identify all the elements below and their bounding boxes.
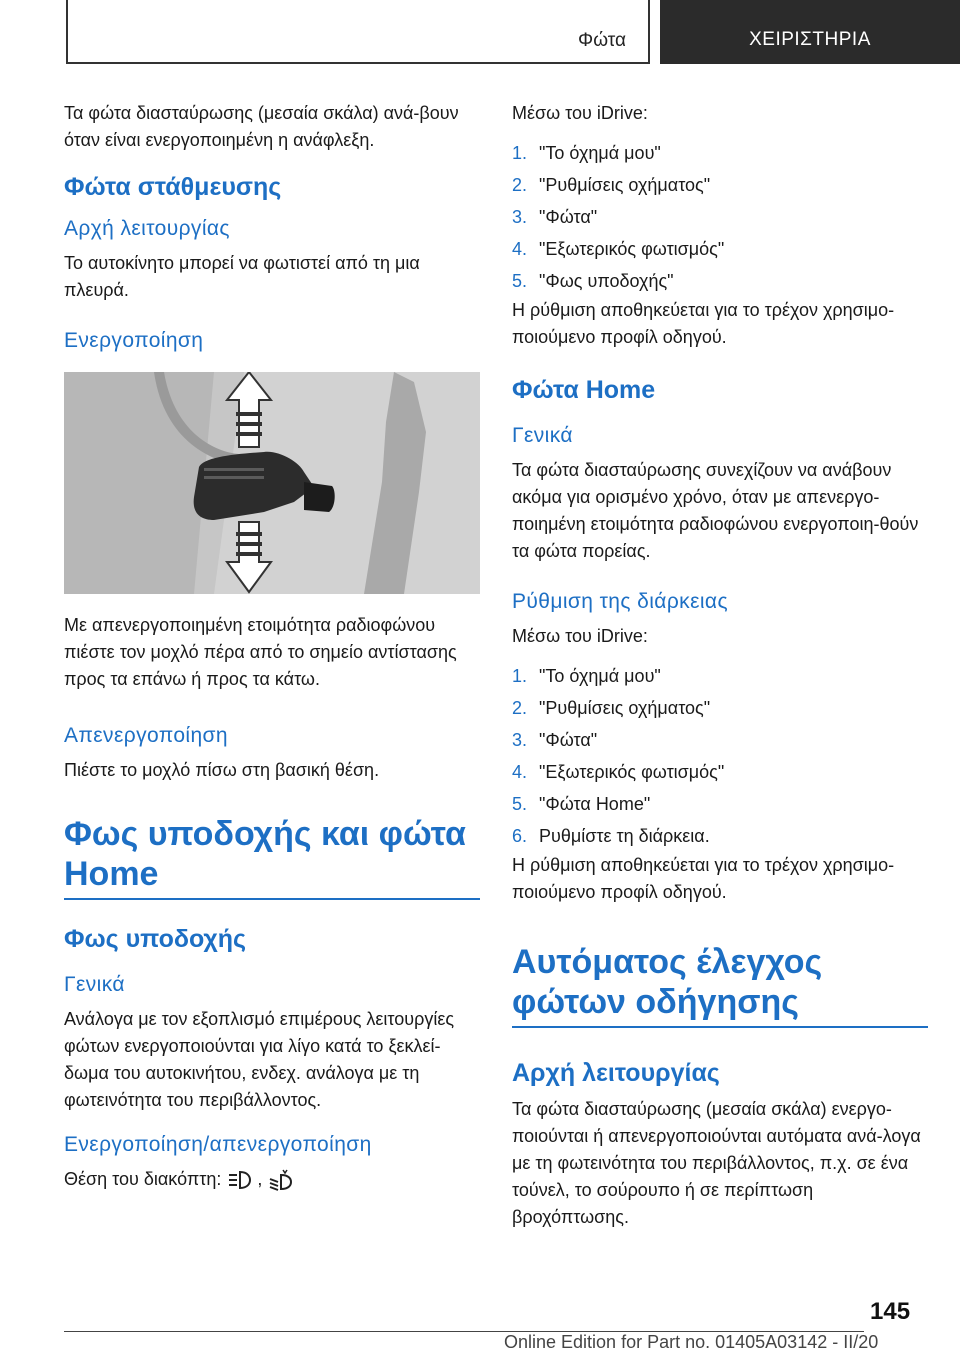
deactivation-heading: Απενεργοποίηση bbox=[64, 724, 229, 747]
list-item: 2. "Ρυθμίσεις οχήματος" bbox=[512, 175, 711, 195]
header-section-title: Φώτα bbox=[578, 30, 626, 51]
list-item: 1. "Το όχημά μου" bbox=[512, 143, 661, 163]
left-column bbox=[64, 100, 480, 1193]
list-item: 1. "Το όχημά μου" bbox=[512, 666, 661, 686]
right-column bbox=[512, 100, 928, 1231]
home-lights-heading: Φώτα Home bbox=[512, 376, 656, 404]
list-item: 5. "Φως υποδοχής" bbox=[512, 271, 674, 291]
stalk-illustration bbox=[64, 372, 480, 594]
intro-text: Τα φώτα διασταύρωσης (μεσαία σκάλα) ανά-βουν όταν είναι ενεργοποιημένη η ανάφλεξη. bbox=[64, 103, 459, 150]
home-steps-list bbox=[512, 660, 928, 852]
auto-principle-heading: Αρχή λειτουργίας bbox=[512, 1059, 720, 1087]
parking-lights-heading: Φώτα στάθμευσης bbox=[64, 173, 282, 201]
list-item: 3. "Φώτα" bbox=[512, 730, 598, 750]
parking-principle-text: Το αυτοκίνητο μπορεί να φωτιστεί από τη μια πλευρά. bbox=[64, 253, 420, 300]
auto-principle-text: Τα φώτα διασταύρωσης (μεσαία σκάλα) ενεργο-ποιούνται ή απενεργοποιούνται αυτόματα ανά-λογα με τη φωτεινότητα του περιβάλλοντος, π.χ. σε ένα τούνελ, το σούρουπο ή σε περίπτωση βροχόπτωσης. bbox=[512, 1099, 921, 1227]
parking-principle-heading: Αρχή λειτουργίας bbox=[64, 217, 230, 240]
list-item: 4. "Εξωτερικός φωτισμός" bbox=[512, 762, 725, 782]
via-idrive-label: Μέσω του iDrive: bbox=[512, 103, 648, 123]
switch-separator: , bbox=[257, 1169, 263, 1189]
footer-edition: Online Edition for Part no. 01405A03142 - II/20 bbox=[504, 1332, 879, 1352]
list-item: 2. "Ρυθμίσεις οχήματος" bbox=[512, 698, 711, 718]
home-general-heading: Γενικά bbox=[512, 424, 573, 447]
figure-caption: Με απενεργοποιημένη ετοιμότητα ραδιοφώνου πιέστε τον μοχλό πέρα από το σημείο αντίστασης προς τα επάνω ή προς τα κάτω. bbox=[64, 615, 457, 689]
list-item: 6. Ρυθμίστε τη διάρκεια. bbox=[512, 826, 710, 846]
list-item: 3. "Φώτα" bbox=[512, 207, 598, 227]
home-general-text: Τα φώτα διασταύρωσης συνεχίζουν να ανάβουν ακόμα για ορισμένο χρόνο, όταν με απενεργο-ποιημένη ετοιμότητα ραδιοφώνου ενεργοποιη-θούν τα φώτα πορείας. bbox=[512, 460, 919, 561]
saved-note-2: Η ρύθμιση αποθηκεύεται για το τρέχον χρησιμο-ποιούμενο προφίλ οδηγού. bbox=[512, 855, 895, 902]
welcome-light-heading: Φως υποδοχής bbox=[64, 925, 247, 953]
auto-headlight-icon bbox=[226, 1169, 252, 1191]
header-chapter-title: ΧΕΙΡΙΣΤΗΡΙΑ bbox=[749, 29, 871, 50]
via-idrive-label-2: Μέσω του iDrive: bbox=[512, 626, 648, 646]
deactivation-text: Πιέστε το μοχλό πίσω στη βασική θέση. bbox=[64, 760, 380, 780]
list-item: 4. "Εξωτερικός φωτισμός" bbox=[512, 239, 725, 259]
list-item: 5. "Φώτα Home" bbox=[512, 794, 651, 814]
general-text: Ανάλογα με τον εξοπλισμό επιμέρους λειτουργίες φώτων ενεργοποιούνται για λίγο κατά το ξεκλεί-δωμα του αυτοκινήτου, ενδεχ. ανάλογα με τη φωτεινότητα του περιβάλλοντος. bbox=[64, 1009, 455, 1110]
general-heading: Γενικά bbox=[64, 973, 125, 996]
low-beam-icon bbox=[267, 1169, 293, 1191]
duration-heading: Ρύθμιση της διάρκειας bbox=[512, 590, 728, 613]
activation-heading: Ενεργοποίηση bbox=[64, 329, 204, 352]
saved-note: Η ρύθμιση αποθηκεύεται για το τρέχον χρησιμο-ποιούμενο προφίλ οδηγού. bbox=[512, 300, 895, 347]
stalk-figure bbox=[64, 372, 480, 594]
welcome-steps-list bbox=[512, 137, 928, 297]
onoff-heading: Ενεργοποίηση/απενεργοποίηση bbox=[64, 1133, 372, 1156]
switch-position-label: Θέση του διακόπτη: bbox=[64, 1169, 222, 1189]
auto-light-heading: Αυτόματος έλεγχος φώτων οδήγησης bbox=[512, 942, 928, 1028]
header-chapter-tab bbox=[660, 0, 960, 64]
welcome-home-heading: Φως υποδοχής και φώτα Home bbox=[64, 814, 480, 900]
header-left-box bbox=[66, 0, 650, 64]
page-number: 145 bbox=[870, 1298, 911, 1325]
switch-position-line bbox=[64, 1166, 480, 1193]
